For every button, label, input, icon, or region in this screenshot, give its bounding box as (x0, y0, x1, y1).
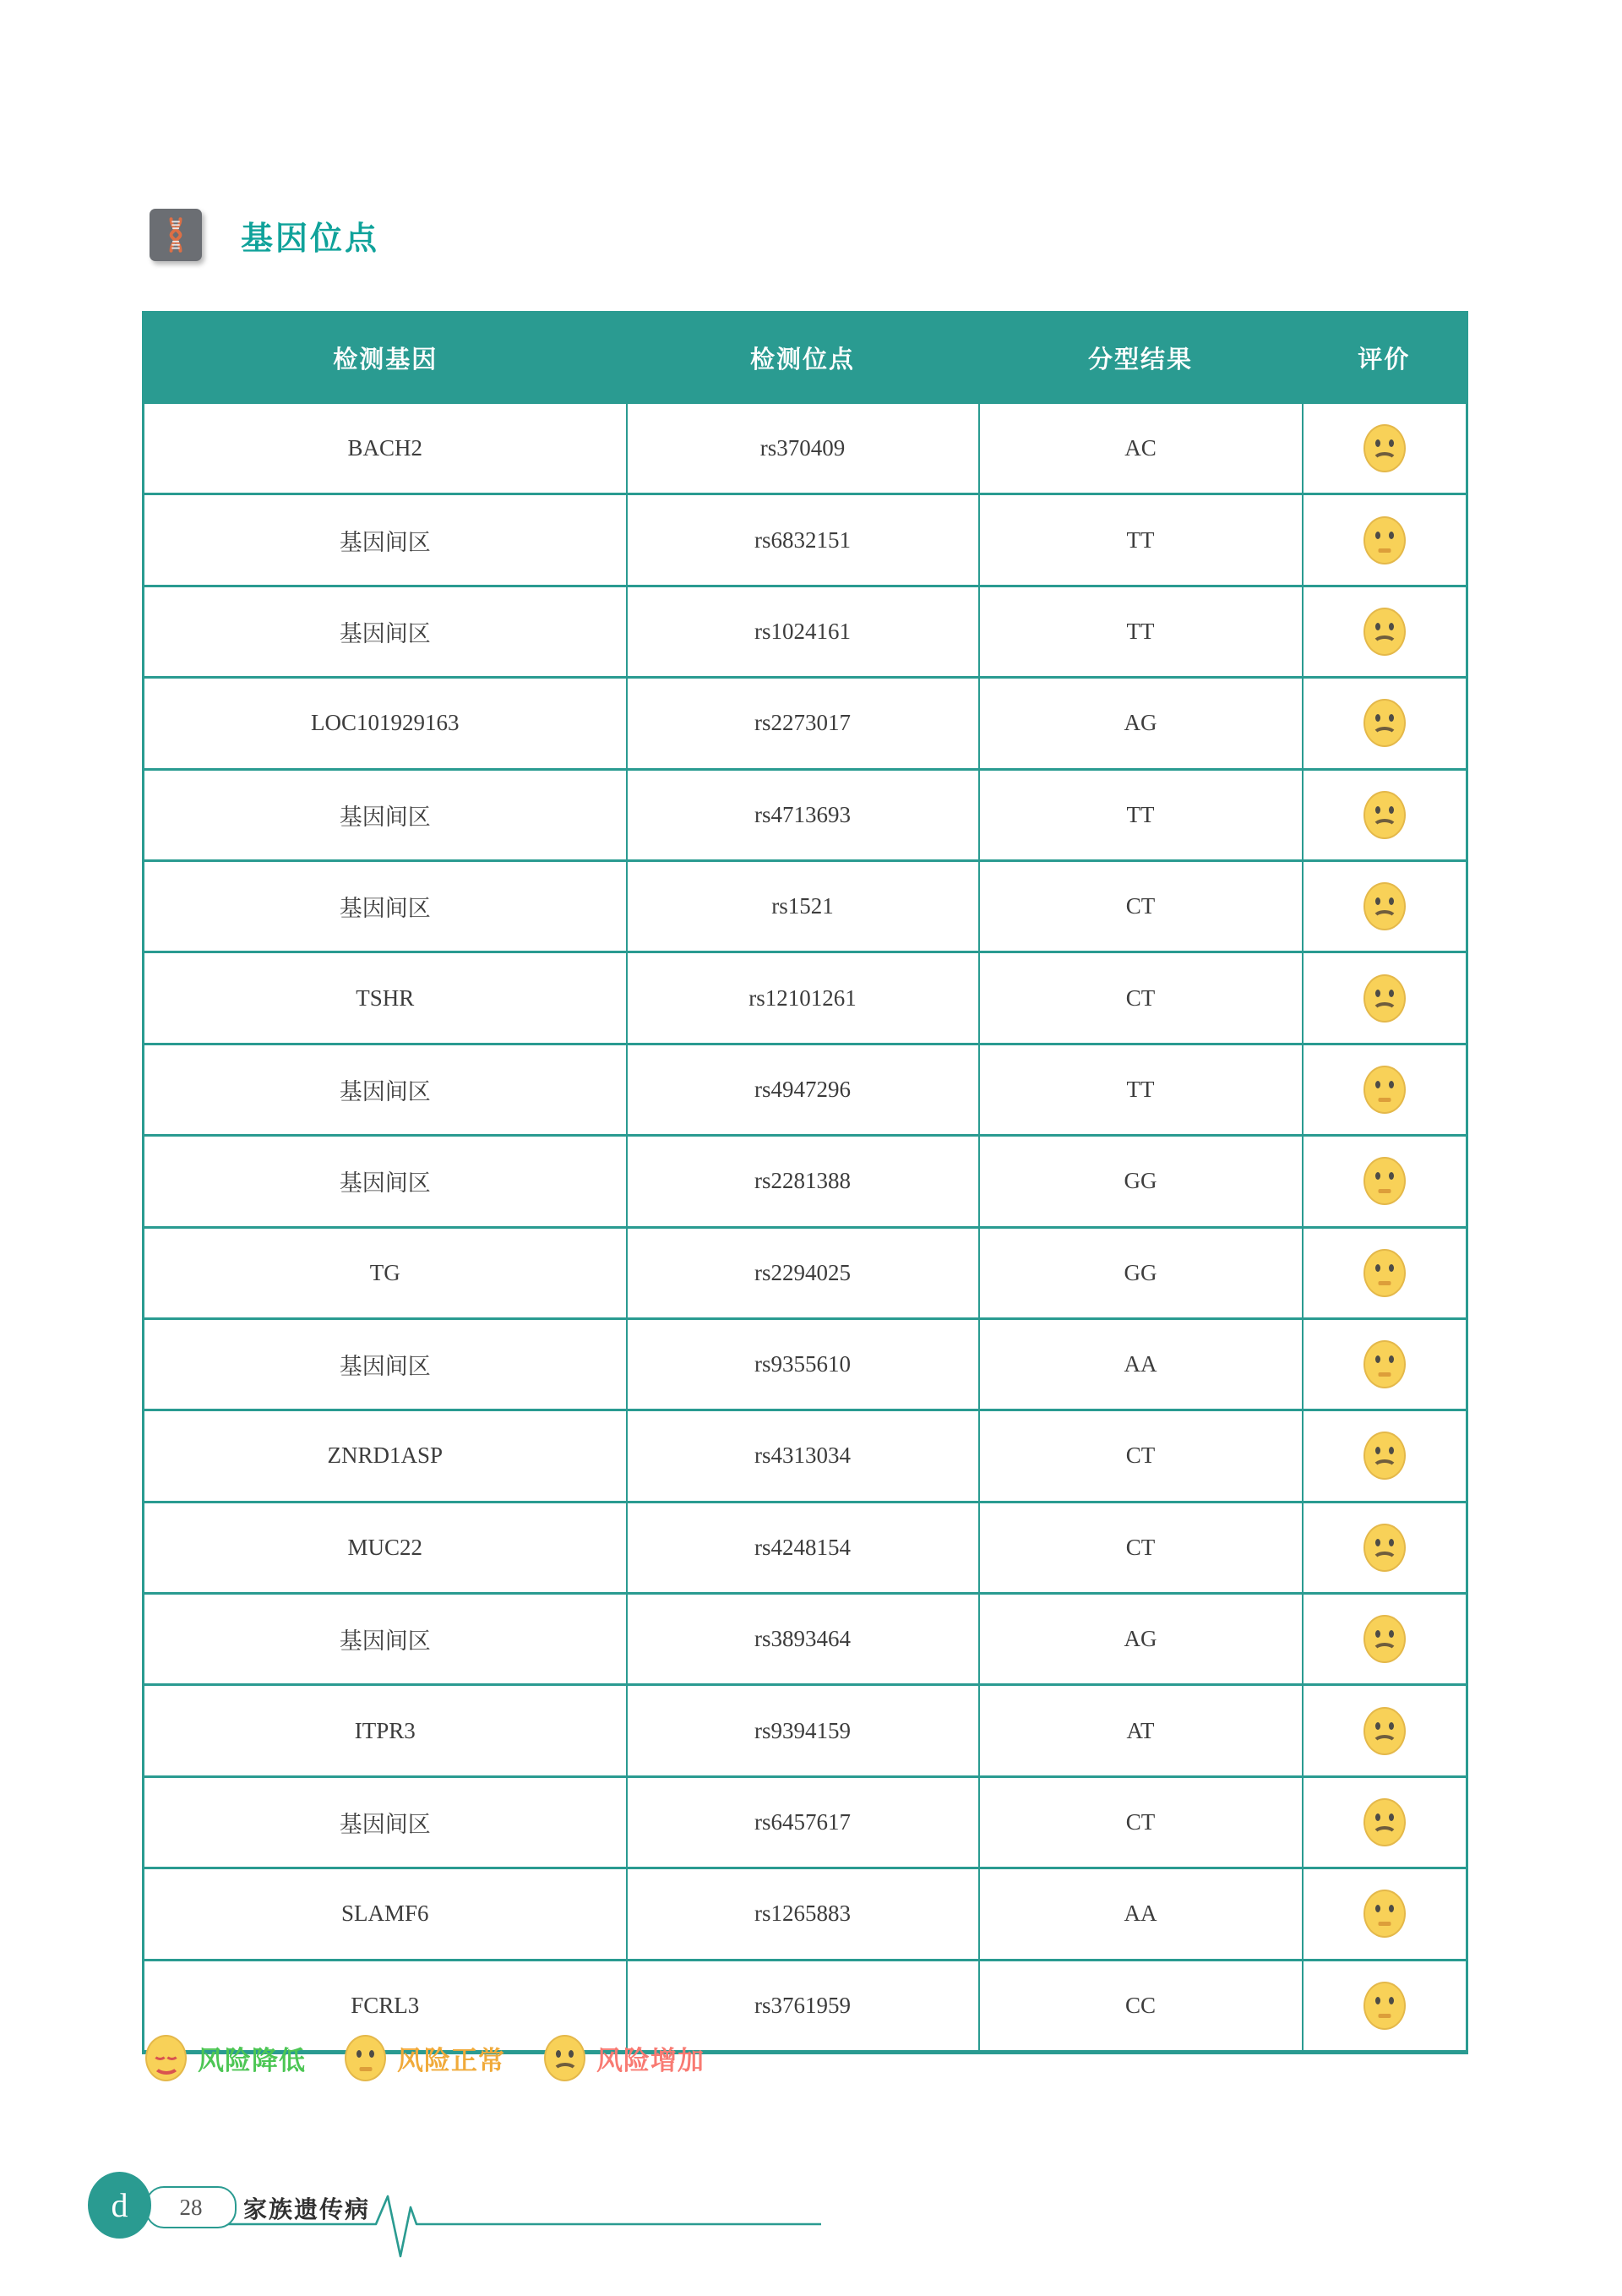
legend-item (345, 2035, 505, 2081)
table-row (144, 952, 1467, 1044)
frown-face-icon (1363, 1798, 1406, 1846)
evaluation-cell (1303, 769, 1467, 860)
genotype-cell: TT (979, 586, 1303, 677)
gene-cell: 基因间区 (144, 1594, 627, 1685)
genotype-cell: AA (979, 1868, 1303, 1960)
evaluation-cell (1303, 1410, 1467, 1502)
legend-item (145, 2035, 306, 2081)
gene-cell: SLAMF6 (144, 1868, 627, 1960)
section-header (150, 209, 379, 261)
locus-cell: rs3761959 (627, 1960, 979, 2052)
gene-cell: 基因间区 (144, 769, 627, 860)
genotype-cell: GG (979, 1227, 1303, 1318)
legend-item (544, 2035, 705, 2081)
gene-cell: 基因间区 (144, 586, 627, 677)
locus-cell: rs4313034 (627, 1410, 979, 1502)
frown-face-icon (1363, 1432, 1406, 1480)
locus-cell: rs6832151 (627, 494, 979, 586)
genotype-cell: CT (979, 1776, 1303, 1868)
evaluation-cell (1303, 1136, 1467, 1227)
gene-cell: FCRL3 (144, 1960, 627, 2052)
locus-cell: rs4713693 (627, 769, 979, 860)
locus-cell: rs2273017 (627, 678, 979, 769)
evaluation-cell (1303, 1227, 1467, 1318)
table-row (144, 1044, 1467, 1135)
evaluation-cell (1303, 678, 1467, 769)
table-row (144, 1227, 1467, 1318)
evaluation-cell (1303, 1594, 1467, 1685)
locus-cell: rs3893464 (627, 1594, 979, 1685)
frown-face-icon (1363, 1707, 1406, 1755)
risk-legend (145, 2035, 743, 2081)
table-row (144, 1502, 1467, 1593)
genotype-cell: AC (979, 403, 1303, 494)
locus-cell: rs2281388 (627, 1136, 979, 1227)
neutral-face-icon (1363, 1890, 1406, 1938)
table-row (144, 1685, 1467, 1776)
locus-cell: rs4947296 (627, 1044, 979, 1135)
frown-face-icon (1363, 1615, 1406, 1663)
column-header-locus: 检测位点 (627, 313, 979, 403)
genotype-cell: AG (979, 1594, 1303, 1685)
evaluation-cell (1303, 1318, 1467, 1410)
frown-face-icon (1363, 974, 1406, 1023)
page-title: 基因位点 (241, 221, 380, 257)
genotype-cell: GG (979, 1136, 1303, 1227)
page-number-badge (145, 2186, 237, 2228)
genotype-cell: CT (979, 1410, 1303, 1502)
evaluation-cell (1303, 1960, 1467, 2052)
gene-cell: TSHR (144, 952, 627, 1044)
genotype-cell: AG (979, 678, 1303, 769)
neutral-face-icon (1363, 1066, 1406, 1114)
evaluation-cell (1303, 1776, 1467, 1868)
locus-cell: rs1521 (627, 860, 979, 952)
gene-cell: BACH2 (144, 403, 627, 494)
genotype-cell: CC (979, 1960, 1303, 2052)
table-row (144, 403, 1467, 494)
dna-icon (150, 209, 202, 261)
footer-section-label: 家族遗传病 (243, 2196, 371, 2222)
neutral-face-icon (1363, 1982, 1406, 2030)
gene-loci-table (142, 311, 1468, 2054)
evaluation-cell (1303, 1502, 1467, 1593)
evaluation-cell (1303, 1868, 1467, 1960)
genotype-cell: AA (979, 1318, 1303, 1410)
frown-face-icon (1363, 699, 1406, 747)
locus-cell: rs9355610 (627, 1318, 979, 1410)
evaluation-cell (1303, 952, 1467, 1044)
table-row (144, 1594, 1467, 1685)
locus-cell: rs4248154 (627, 1502, 979, 1593)
legend-label: 风险降低 (198, 2046, 306, 2075)
locus-cell: rs6457617 (627, 1776, 979, 1868)
table-header-row (144, 313, 1467, 403)
gene-cell: LOC101929163 (144, 678, 627, 769)
gene-cell: 基因间区 (144, 1318, 627, 1410)
genotype-cell: AT (979, 1685, 1303, 1776)
footer-logo-letter: d (111, 2186, 128, 2224)
evaluation-cell (1303, 1044, 1467, 1135)
neutral-face-icon (1363, 1340, 1406, 1388)
gene-table-body (144, 403, 1467, 2053)
gene-cell: ZNRD1ASP (144, 1410, 627, 1502)
gene-cell: ITPR3 (144, 1685, 627, 1776)
gene-cell: 基因间区 (144, 860, 627, 952)
table-row (144, 678, 1467, 769)
legend-label: 风险正常 (397, 2046, 505, 2075)
page-number: 28 (179, 2194, 203, 2220)
gene-cell: MUC22 (144, 1502, 627, 1593)
genotype-cell: CT (979, 952, 1303, 1044)
genotype-cell: TT (979, 1044, 1303, 1135)
table-row (144, 1868, 1467, 1960)
frown-face-icon (1363, 791, 1406, 839)
table-row (144, 1318, 1467, 1410)
evaluation-cell (1303, 860, 1467, 952)
neutral-face-icon (1363, 1249, 1406, 1297)
neutral-face-icon (1363, 1157, 1406, 1205)
footer-logo (88, 2172, 151, 2239)
table-row (144, 494, 1467, 586)
gene-cell: 基因间区 (144, 494, 627, 586)
frown-face-icon (1363, 424, 1406, 472)
table-row (144, 860, 1467, 952)
genotype-cell: CT (979, 1502, 1303, 1593)
table-row (144, 586, 1467, 677)
evaluation-cell (1303, 494, 1467, 586)
frown-face-icon (1363, 1524, 1406, 1572)
smile-face-icon (145, 2035, 187, 2081)
locus-cell: rs2294025 (627, 1227, 979, 1318)
gene-cell: 基因间区 (144, 1136, 627, 1227)
evaluation-cell (1303, 403, 1467, 494)
frown-face-icon (544, 2035, 585, 2081)
neutral-face-icon (345, 2035, 386, 2081)
column-header-genotype: 分型结果 (979, 313, 1303, 403)
locus-cell: rs370409 (627, 403, 979, 494)
table-row (144, 1776, 1467, 1868)
frown-face-icon (1363, 608, 1406, 656)
gene-cell: 基因间区 (144, 1044, 627, 1135)
locus-cell: rs12101261 (627, 952, 979, 1044)
gene-cell: TG (144, 1227, 627, 1318)
column-header-evaluation: 评价 (1303, 313, 1467, 403)
table-row (144, 1136, 1467, 1227)
neutral-face-icon (1363, 516, 1406, 564)
table-row (144, 1410, 1467, 1502)
column-header-gene: 检测基因 (144, 313, 627, 403)
locus-cell: rs1024161 (627, 586, 979, 677)
gene-cell: 基因间区 (144, 1776, 627, 1868)
frown-face-icon (1363, 882, 1406, 930)
locus-cell: rs1265883 (627, 1868, 979, 1960)
legend-label: 风险增加 (596, 2046, 705, 2075)
table-row (144, 769, 1467, 860)
genotype-cell: TT (979, 494, 1303, 586)
genotype-cell: CT (979, 860, 1303, 952)
evaluation-cell (1303, 586, 1467, 677)
locus-cell: rs9394159 (627, 1685, 979, 1776)
genotype-cell: TT (979, 769, 1303, 860)
evaluation-cell (1303, 1685, 1467, 1776)
